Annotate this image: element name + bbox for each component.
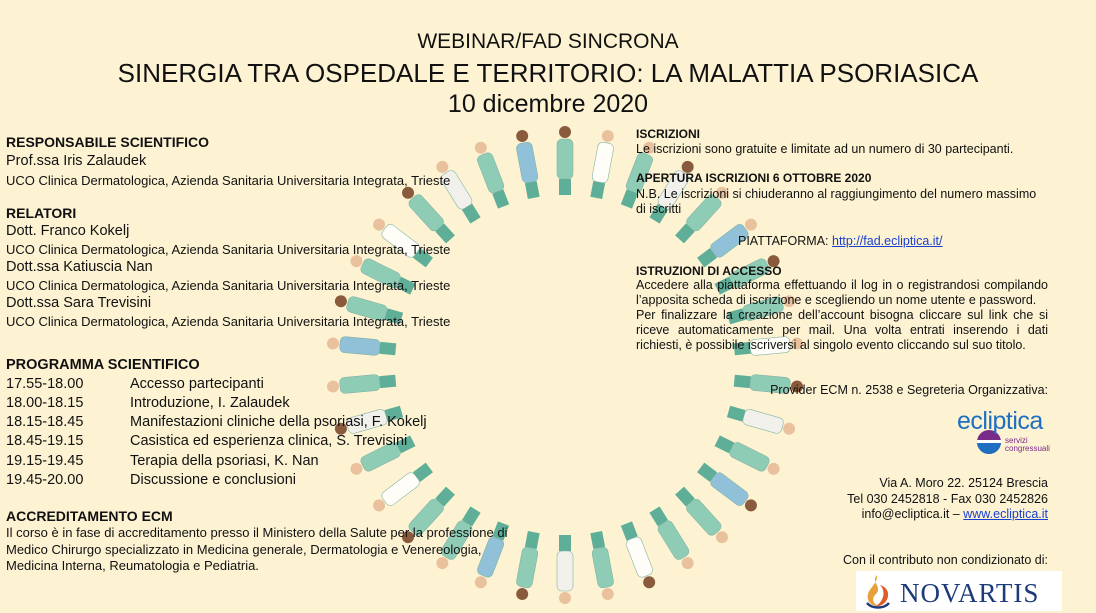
relatore-name: Dott. Franco Kokelj	[6, 223, 130, 239]
accreditamento-heading: ACCREDITAMENTO ECM	[6, 508, 173, 524]
staff-figure	[714, 434, 783, 479]
apertura-heading: APERTURA ISCRIZIONI 6 OTTOBRE 2020	[636, 171, 872, 185]
piattaforma-row	[738, 234, 942, 249]
programma-time: 17.55-18.00	[6, 376, 84, 392]
istruzioni-text-1: Accedere alla piattaforma effettuando il log in o registrandosi compilando l’apposita scheda di iscrizione e scegliendo un nome utente e password.	[636, 278, 1048, 307]
programma-time: 18.15-18.45	[6, 414, 84, 430]
staff-figure	[588, 129, 616, 200]
ecliptica-logo-sub	[1005, 437, 1050, 453]
relatore-name: Dott.ssa Sara Trevisini	[6, 295, 152, 311]
contact-address: Via A. Moro 22. 25124 Brescia	[879, 476, 1048, 490]
staff-figure	[588, 531, 616, 602]
iscrizioni-text: Le iscrizioni sono gratuite e limitate ad un numero di 30 partecipanti.	[636, 142, 1014, 156]
programma-title: Accesso partecipanti	[130, 376, 264, 392]
accreditamento-text: Il corso è in fase di accreditamento presso il Ministero della Salute per la professione di Medico Chirurgo specializzato in Medicina generale, Dermatologia e Venereologia, Medicina Interna, Reumatologia e Pediatria.	[6, 525, 508, 573]
ecliptica-logo	[955, 405, 1065, 460]
contact-email-row	[660, 507, 1048, 522]
contact-email: info@ecliptica.it –	[861, 507, 960, 521]
relatori-heading: RELATORI	[6, 205, 77, 221]
programma-item	[6, 433, 407, 449]
programma-time: 19.15-19.45	[6, 453, 84, 469]
relatore-affiliation: UCO Clinica Dermatologica, Azienda Sanitaria Universitaria Integrata, Trieste	[6, 278, 451, 293]
sponsor-text: Con il contributo non condizionato di:	[843, 553, 1048, 567]
apertura-text: N.B. Le iscrizioni si chiuderanno al raggiungimento del numero massimo di iscritti	[636, 187, 1037, 216]
istruzioni-text-2: Per finalizzare la creazione dell’account bisogna cliccare sul link che si riceve automaticamente per mail. Una volta entrati inserendo i dati richiesti, è possibile iscriversi al singolo evento cliccando sul suo titolo.	[636, 308, 1048, 352]
piattaforma-label: PIATTAFORMA:	[738, 234, 829, 248]
programma-title: Manifestazioni cliniche della psoriasi, F. Kokelj	[130, 414, 427, 430]
iscrizioni-heading: ISCRIZIONI	[636, 127, 701, 141]
programma-time: 18.00-18.15	[6, 395, 84, 411]
programma-item	[6, 472, 296, 488]
programma-item	[6, 376, 264, 392]
programma-title: Introduzione, I. Zalaudek	[130, 395, 290, 411]
programma-title: Terapia della psoriasi, K. Nan	[130, 453, 319, 469]
ecliptica-logo-text: ecliptica	[957, 407, 1043, 435]
programma-item	[6, 414, 427, 430]
staff-figure	[471, 139, 511, 209]
programma-heading: PROGRAMMA SCIENTIFICO	[6, 357, 200, 373]
ecliptica-logo-sub2: congressuali	[1005, 444, 1050, 453]
piattaforma-link[interactable]: http://fad.ecliptica.it/	[832, 234, 943, 248]
responsabile-affiliation: UCO Clinica Dermatologica, Azienda Sanitaria Universitaria Integrata, Trieste	[6, 173, 451, 188]
event-date: 10 dicembre 2020	[447, 90, 649, 118]
programma-item	[6, 395, 290, 411]
staff-figure	[432, 158, 482, 225]
event-type: WEBINAR/FAD SINCRONA	[417, 30, 679, 53]
responsabile-name: Prof.ssa Iris Zalaudek	[6, 153, 147, 169]
programma-title: Discussione e conclusioni	[130, 472, 297, 488]
novartis-logo	[856, 571, 1062, 611]
staff-figure	[513, 129, 541, 200]
novartis-logo-text: NOVARTIS	[900, 578, 1040, 608]
staff-figure	[557, 535, 573, 604]
staff-figure	[619, 521, 659, 591]
staff-figure	[326, 335, 396, 357]
contact-website-link[interactable]: www.ecliptica.it	[963, 507, 1048, 521]
programma-time: 18.45-19.15	[6, 433, 84, 449]
staff-figure	[726, 404, 797, 438]
staff-figure	[326, 373, 396, 395]
programma-title: Casistica ed esperienza clinica, S. Trevisini	[130, 433, 408, 449]
provider-text: Provider ECM n. 2538 e Segreteria Organizzativa:	[770, 383, 1048, 397]
programma-time: 19.45-20.00	[6, 472, 84, 488]
istruzioni-heading: ISTRUZIONI DI ACCESSO	[636, 264, 782, 278]
programma-item	[6, 453, 319, 469]
staff-figure	[557, 126, 573, 195]
ecliptica-logo-sub1: servizi	[1005, 436, 1028, 445]
page-title: SINERGIA TRA OSPEDALE E TERRITORIO: LA MALATTIA PSORIASICA	[117, 58, 979, 88]
contact-phone: Tel 030 2452818 - Fax 030 2452826	[847, 492, 1048, 506]
novartis-flame-icon	[862, 573, 892, 609]
relatore-affiliation: UCO Clinica Dermatologica, Azienda Sanitaria Universitaria Integrata, Trieste	[6, 314, 451, 329]
relatore-affiliation: UCO Clinica Dermatologica, Azienda Sanitaria Universitaria Integrata, Trieste	[6, 242, 451, 257]
responsabile-heading: RESPONSABILE SCIENTIFICO	[6, 134, 210, 150]
relatore-name: Dott.ssa Katiuscia Nan	[6, 259, 153, 275]
